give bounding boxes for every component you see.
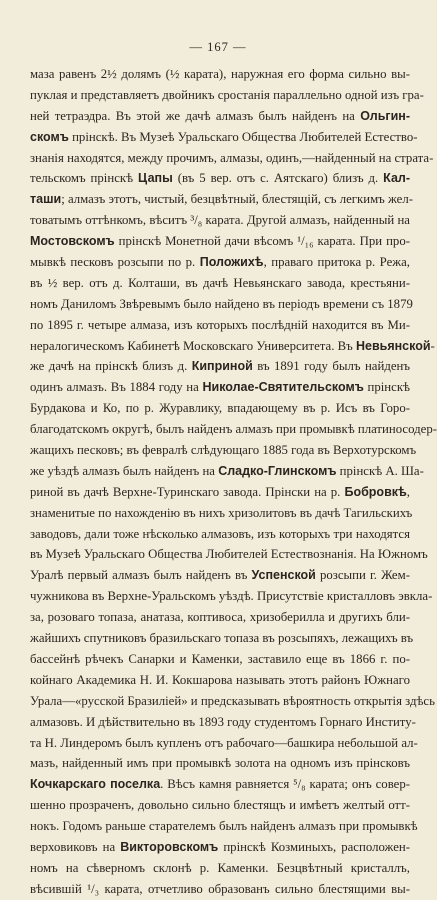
text-run: бассейнѣ рѣчекъ Санарки и Каменки, заставило еще въ 1866 г. по- xyxy=(30,651,410,666)
page-number: — 167 — xyxy=(189,40,247,54)
text-run: - xyxy=(430,338,435,353)
text-line xyxy=(30,148,434,169)
text-line xyxy=(30,440,417,461)
text-run: , xyxy=(406,484,410,499)
text-run: нералогическомъ Кабинетѣ Московскаго Университета. Въ xyxy=(30,338,356,353)
text-run: прінскѣ А. Ша- xyxy=(336,463,424,478)
text-run: койнаго Академика Н. И. Кокшарова называть этотъ районъ Южнаго xyxy=(30,672,410,687)
text-line xyxy=(30,377,410,398)
text-run: товатымъ оттѣнкомъ, вѣситъ ³/₈ карата. Другой алмазъ, найденный на xyxy=(30,213,410,228)
text-run: жащихъ песковъ; въ февралѣ слѣдующаго 1885 года въ Верхотурскомъ xyxy=(30,443,417,458)
text-run: прінскѣ Монетной дачи вѣсомъ ¹/₁₆ карата. При про- xyxy=(114,234,410,249)
text-line xyxy=(30,419,437,440)
text-run: въ 1891 году былъ найденъ xyxy=(252,359,410,374)
text-run: вѣсившій ¹/₃ карата, отчетливо образованъ сильно блестящими вы- xyxy=(30,881,410,896)
text-run: ; алмазъ этотъ, чистый, безцвѣтный, блестящій, съ легкимъ жел- xyxy=(61,192,413,207)
text-run: одинъ алмазъ. Въ 1884 году на xyxy=(30,380,203,395)
text-run: нокъ. Годомъ раньше старателемъ былъ найденъ алмазъ при промывкѣ xyxy=(30,819,418,834)
text-line xyxy=(30,315,410,336)
text-line xyxy=(30,210,410,231)
text-run: чужникова въ Верхне-Уральскомъ уѣздѣ. Присутствіе кристалловъ эвкла- xyxy=(30,589,433,604)
text-run: номъ на сѣверномъ склонѣ р. Каменки. Безцвѣтный кристаллъ, xyxy=(30,860,410,875)
bold-place-name: Мостовскомъ xyxy=(30,234,115,249)
text-line xyxy=(30,816,418,837)
text-run: въ ½ вер. отъ д. Колташи, въ дачѣ Невьянскаго завода, крестьяни- xyxy=(30,275,410,290)
text-line xyxy=(30,127,418,148)
bold-place-name: Николае-Святительскомъ xyxy=(202,380,364,395)
text-line xyxy=(30,733,418,754)
text-line xyxy=(30,858,410,879)
text-line xyxy=(30,774,410,795)
text-run: Урала—«русской Бразиліей» и предсказывать вѣроятность открытія здѣсь xyxy=(30,693,435,708)
text-line xyxy=(30,252,410,273)
text-line xyxy=(30,795,410,816)
bold-place-name: Бобровкѣ xyxy=(344,484,407,499)
bold-place-name: Успенской xyxy=(251,568,316,583)
text-line xyxy=(30,879,410,900)
text-line xyxy=(30,586,433,607)
text-line xyxy=(30,189,413,210)
bold-place-name: Кал- xyxy=(383,171,411,186)
bold-place-name: Ольгин- xyxy=(360,108,410,123)
text-run: мывкѣ песковъ розсыпи по р. xyxy=(30,255,200,270)
text-line xyxy=(30,607,410,628)
text-line xyxy=(30,524,410,545)
text-line xyxy=(30,503,413,524)
bold-place-name: Положихѣ xyxy=(199,255,264,270)
text-run: жайшихъ спутниковъ бразильскаго топаза въ розсыпяхъ, лежащихъ въ xyxy=(30,631,414,646)
bold-place-name: Невьянской xyxy=(355,338,431,353)
text-run: пуклая и представляетъ двойникъ сростанія параллельно одной изъ гра- xyxy=(30,87,424,102)
text-run: мазъ, найденный имъ при промывкѣ золота на одномъ изъ прінсковъ xyxy=(30,756,410,771)
text-run: (въ 5 вер. отъ с. Аятскаго) близъ д. xyxy=(172,171,384,186)
text-run: алмазовъ. И дѣйствительно въ 1893 году студентомъ Горнаго Институ- xyxy=(30,714,416,729)
text-line xyxy=(30,106,410,127)
text-run: верховиковъ на xyxy=(30,839,121,854)
text-line xyxy=(30,85,424,106)
text-run: риной въ дачѣ Верхне-Туринскаго завода. Прінски на р. xyxy=(30,484,345,499)
text-run: знаменитые по нахожденію въ нихъ хризолитовъ въ дачѣ Тагильскихъ xyxy=(30,505,413,520)
text-run: за, розоваго топаза, анатаза, коптивоса, хризоберилла и другихъ бли- xyxy=(30,610,410,625)
text-line xyxy=(30,356,410,377)
text-line xyxy=(30,565,410,586)
text-run: прінскѣ Козминыхъ, расположен- xyxy=(218,839,410,854)
text-run: Бурдакова и Ко, по р. Журавлику, впадающему въ р. Исъ въ Горо- xyxy=(30,401,410,416)
text-line xyxy=(30,544,428,565)
text-run: по 1895 г. четыре алмаза, изъ которыхъ послѣдній находится въ Ми- xyxy=(30,317,410,332)
bold-place-name: Кочкарскаго поселка xyxy=(30,777,161,792)
text-run: ней тетраэдра. Въ этой же дачѣ алмазъ былъ найденъ на xyxy=(30,108,361,123)
text-run: тельскомъ прінскѣ xyxy=(30,171,138,186)
text-line xyxy=(30,168,410,189)
text-run: та Н. Линдеромъ былъ купленъ отъ рабочаго—башкира небольшой ал- xyxy=(30,735,418,750)
text-run: маза равенъ 2½ долямъ (½ карата), наружная его форма сильно вы- xyxy=(30,67,410,81)
text-run: прінскѣ xyxy=(363,380,410,395)
text-run: прінскѣ. Въ Музеѣ Уральскаго Общества Любителей Естество- xyxy=(68,129,418,144)
text-line xyxy=(30,837,410,858)
text-run: шенно прозраченъ, довольно сильно блестящъ и имѣетъ желтый отт- xyxy=(30,798,410,813)
bold-place-name: Викторовскомъ xyxy=(120,839,219,854)
bold-place-name: Сладко-Глинскомъ xyxy=(218,463,337,478)
text-line xyxy=(30,670,410,691)
text-line xyxy=(30,461,424,482)
text-line xyxy=(30,64,410,85)
bold-place-name: Цапы xyxy=(137,171,173,186)
text-run: знанія находятся, между прочимъ, алмазы, одинъ,—найденный на страта- xyxy=(30,150,434,165)
bold-place-name: Киприной xyxy=(191,359,253,374)
text-line xyxy=(30,398,410,419)
text-run: въ Музеѣ Уральскаго Общества Любителей Естествознанія. На Южномъ xyxy=(30,547,428,562)
text-run: благодатскомъ округѣ, былъ найденъ алмазъ при промывкѣ платиносодер- xyxy=(30,422,437,437)
text-run: же уѣздѣ алмазъ былъ найденъ на xyxy=(30,463,219,478)
text-run: Уралѣ первый алмазъ былъ найденъ въ xyxy=(30,568,252,583)
text-line xyxy=(30,628,414,649)
text-run: номъ Даниломъ Звѣревымъ было найдено въ періодъ времени съ 1879 xyxy=(30,296,413,311)
text-line xyxy=(30,482,410,503)
bold-place-name: скомъ xyxy=(30,129,69,144)
body-text xyxy=(30,64,437,900)
text-line xyxy=(30,294,413,315)
text-line xyxy=(30,712,416,733)
text-run: , праваго притока р. Режа, xyxy=(263,255,411,270)
text-run: розсыпи г. Жем- xyxy=(315,568,410,583)
text-line xyxy=(30,691,435,712)
text-run: же дачѣ на прінскѣ близъ д. xyxy=(30,359,192,374)
text-line xyxy=(30,649,410,670)
text-line xyxy=(30,273,410,294)
bold-place-name: таши xyxy=(30,192,62,207)
text-line xyxy=(30,231,410,252)
text-line xyxy=(30,753,410,774)
text-line xyxy=(30,336,435,357)
text-run: . Вѣсъ камня равняется ⁵/₈ карата; онъ совер- xyxy=(160,777,411,792)
text-run: заводовъ, дали тоже нѣсколько алмазовъ, изъ которыхъ три находятся xyxy=(30,526,410,541)
